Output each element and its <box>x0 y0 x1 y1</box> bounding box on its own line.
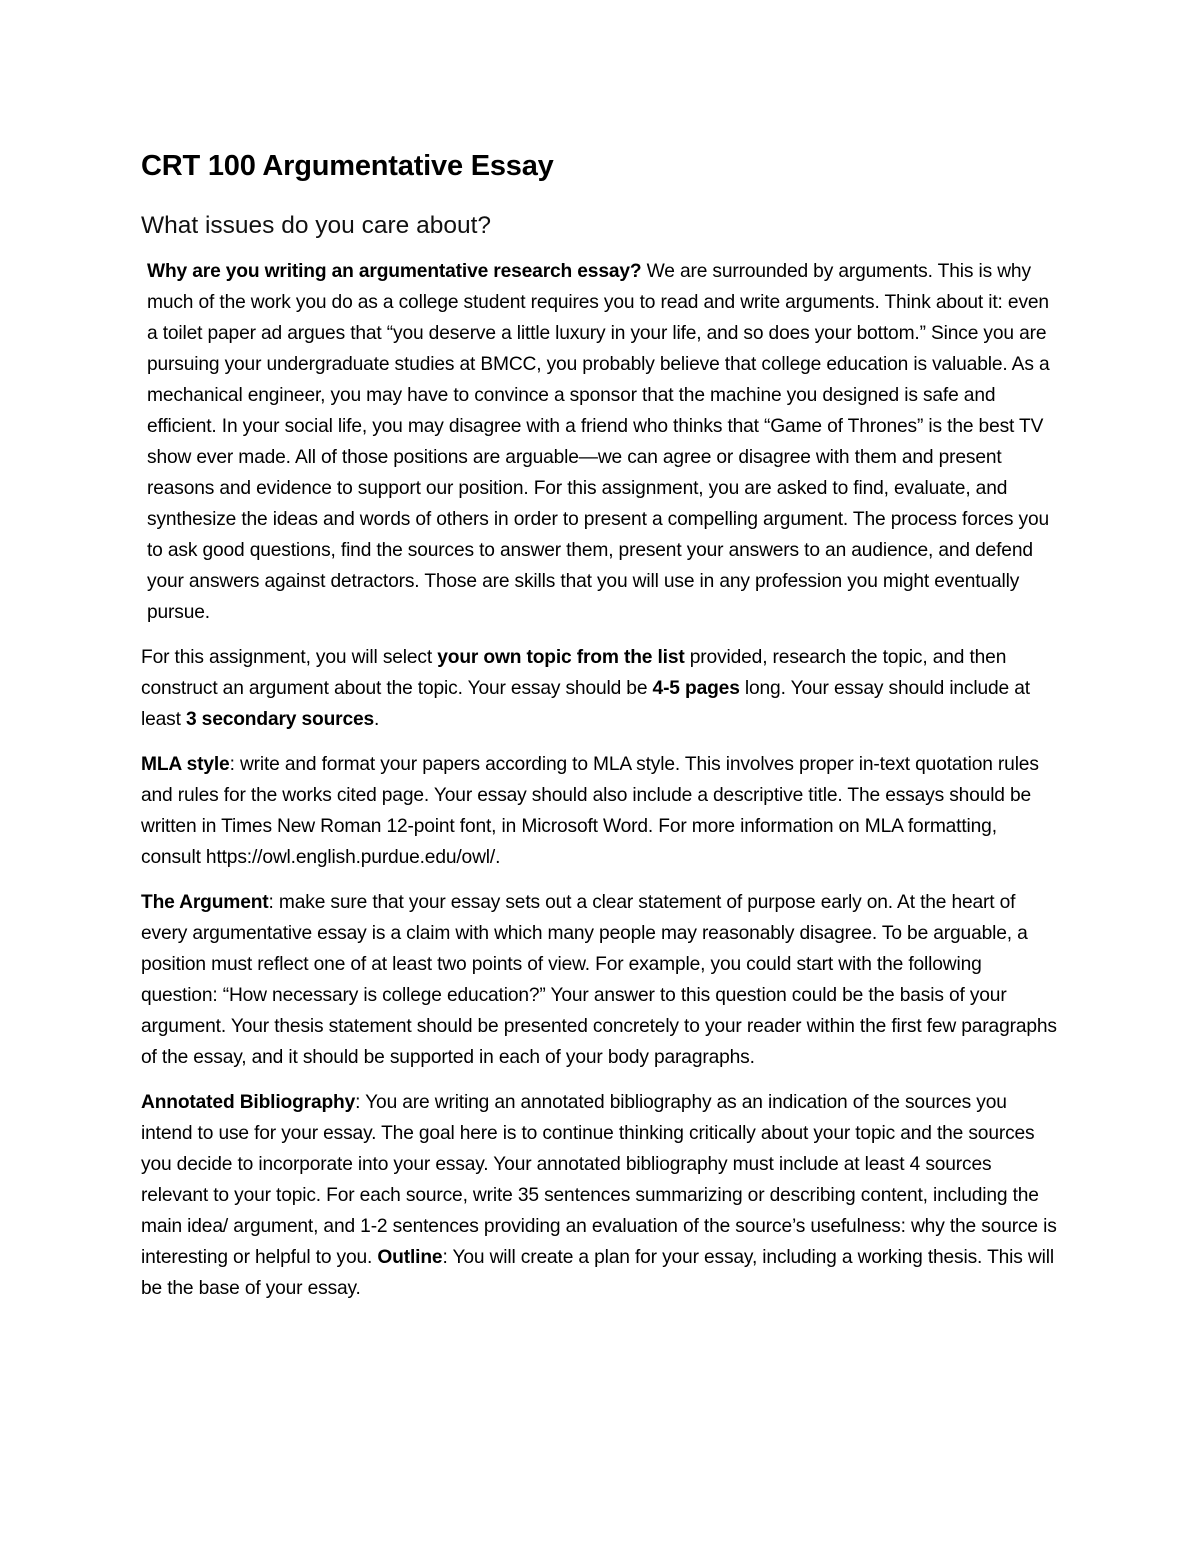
paragraph-lead: MLA style <box>141 754 230 775</box>
document-page <box>141 140 1061 1318</box>
document-title: CRT 100 Argumentative Essay <box>141 150 554 182</box>
emphasis-topic: your own topic from the list <box>437 647 685 668</box>
paragraph-lead: Annotated Bibliography <box>141 1092 356 1113</box>
paragraph-text: : write and format your papers according to MLA style. This involves proper in-text quotation rules and rules for the works cited page. Your essay should also include a descriptive title. The essays should be written in Times New Roman 12-point font, in Microsoft Word. For more information on MLA formatting, consult https://owl.english.purdue.edu/owl/. <box>141 754 1039 868</box>
paragraph-assignment <box>141 642 1061 735</box>
paragraph-text: : You are writing an annotated bibliography as an indication of the sources you intend to use for your essay. The goal here is to continue thinking critically about your topic and the sources you decide to incorporate into your essay. Your annotated bibliography must include at least 4 sources relevant to your topic. For each source, write 35 sentences summarizing or describing content, including the main idea/ argument, and 1-2 sentences providing an evaluation of the source’s usefulness: why the source is interesting or helpful to you. <box>141 1092 1057 1268</box>
paragraph-text: We are surrounded by arguments. This is why much of the work you do as a college student requires you to read and write arguments. Think about it: even a toilet paper ad argues that “you deserve a little luxury in your life, and so does your bottom.” Since you are pursuing your undergraduate studies at BMCC, you probably believe that college education is valuable. As a mechanical engineer, you may have to convince a sponsor that the machine you designed is safe and efficient. In your social life, you may disagree with a friend who thinks that “Game of Thrones” is the best TV show ever made. All of those positions are arguable—we can agree or disagree with them and present reasons and evidence to support our position. For this assignment, you are asked to find, evaluate, and synthesize the ideas and words of others in order to present a compelling argument. The process forces you to ask good questions, find the sources to answer them, present your answers to an audience, and defend your answers against detractors. Those are skills that you will use in any profession you might eventually pursue. <box>147 261 1050 623</box>
emphasis-pages: 4-5 pages <box>652 678 740 699</box>
paragraph-lead: The Argument <box>141 892 269 913</box>
document-subtitle: What issues do you care about? <box>141 212 492 239</box>
paragraph-text: provided, research the topic, and then construct an argument about the topic. Your essay should be <box>141 647 1007 699</box>
paragraph-text: long. Your essay should include at least <box>141 678 1030 730</box>
paragraph-lead: Why are you writing an argumentative research essay? <box>147 261 642 282</box>
paragraph-text: For this assignment, you will select <box>141 647 438 668</box>
emphasis-sources: 3 secondary sources <box>185 709 375 730</box>
paragraph-text: . <box>374 709 380 730</box>
paragraph-text: : make sure that your essay sets out a clear statement of purpose early on. At the heart of every argumentative essay is a claim with which many people may reasonably disagree. To be arguable, a position must reflect one of at least two points of view. For example, you could start with the following question: “How necessary is college education?” Your answer to this question could be the basis of your argument. Your thesis statement should be presented concretely to your reader within the first few paragraphs of the essay, and it should be supported in each of your body paragraphs. <box>141 892 1057 1068</box>
paragraph-text: : You will create a plan for your essay, including a working thesis. This will be the base of your essay. <box>141 1247 1054 1299</box>
paragraph-annotated-bibliography <box>141 1087 1061 1304</box>
paragraph-mla-style <box>141 749 1061 873</box>
paragraph-why-argumentative <box>141 256 1061 628</box>
paragraph-the-argument <box>141 887 1061 1073</box>
paragraph-lead-outline: Outline <box>377 1247 443 1268</box>
